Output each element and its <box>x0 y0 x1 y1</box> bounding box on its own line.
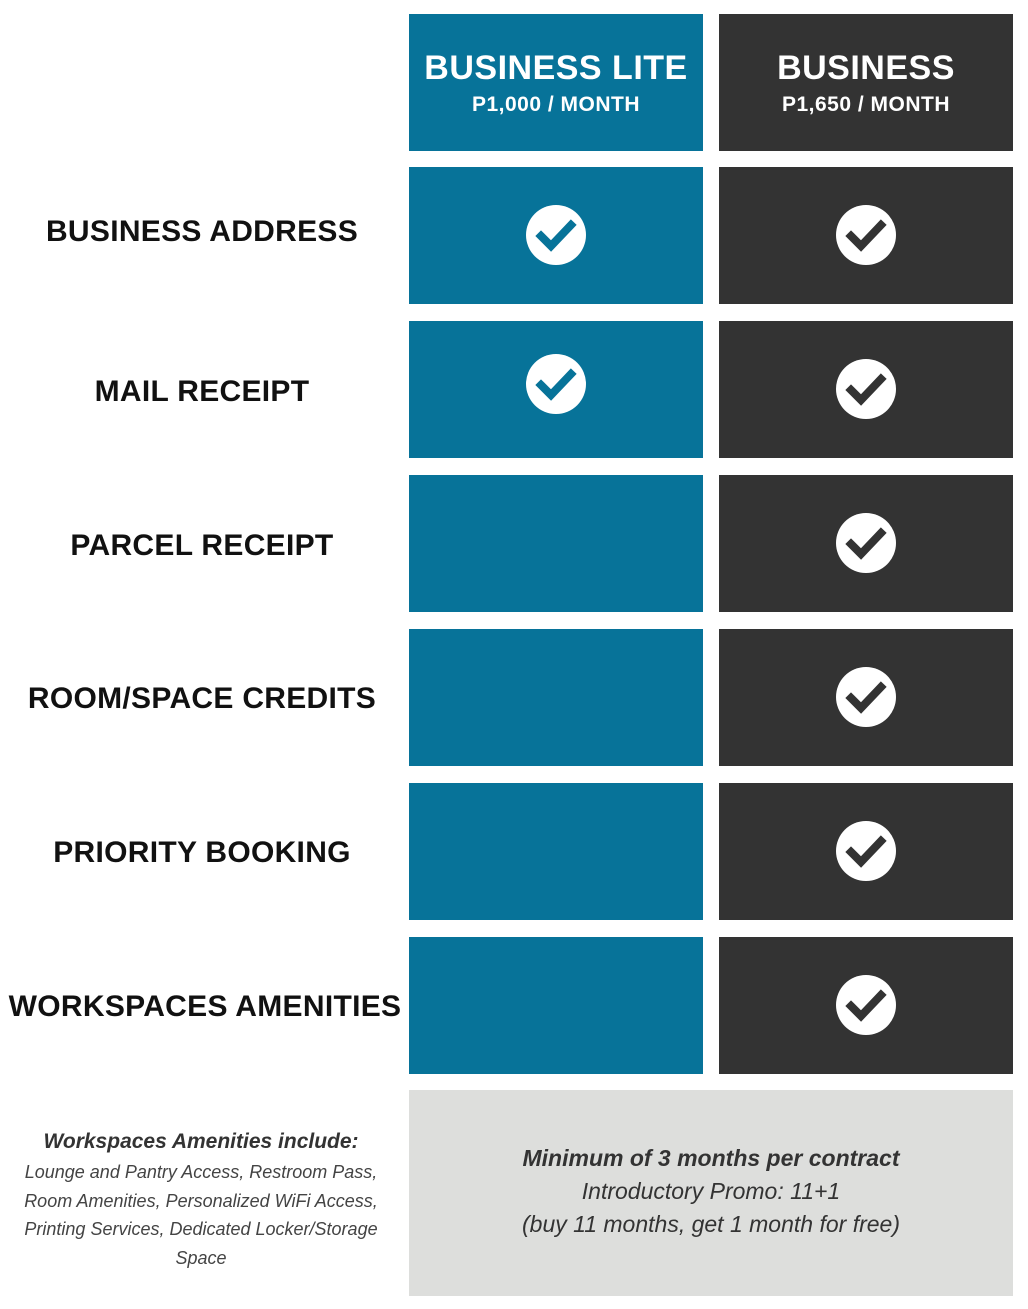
feature-cell-lite <box>409 167 703 304</box>
amenities-note <box>10 1127 392 1272</box>
feature-label-business-address: BUSINESS ADDRESS <box>45 215 359 248</box>
feature-label-room-space-credits: ROOM/SPACE CREDITS <box>27 682 377 715</box>
plan-header-business-lite <box>409 14 703 151</box>
feature-cell-business <box>719 321 1013 458</box>
feature-label-mail-receipt: MAIL RECEIPT <box>94 375 310 408</box>
plan-header-business <box>719 14 1013 151</box>
amenities-note-body: Lounge and Pantry Access, Restroom Pass, Room Amenities, Personalized WiFi Access, Printing Services, Dedicated Locker/Storage Space <box>24 1162 378 1268</box>
check-circle-icon <box>836 359 896 419</box>
check-circle-icon <box>836 667 896 727</box>
contract-terms-box <box>409 1090 1013 1296</box>
check-circle-icon <box>836 975 896 1035</box>
feature-label-priority-booking: PRIORITY BOOKING <box>53 836 351 869</box>
check-circle-icon <box>526 205 586 265</box>
feature-cell-business <box>719 167 1013 304</box>
feature-cell-lite <box>409 475 703 612</box>
check-circle-icon <box>836 205 896 265</box>
plan-name: BUSINESS LITE <box>424 49 688 87</box>
check-circle-icon <box>836 513 896 573</box>
feature-cell-business <box>719 783 1013 920</box>
promo-detail-text: (buy 11 months, get 1 month for free) <box>522 1211 900 1237</box>
feature-label-parcel-receipt: PARCEL RECEIPT <box>70 529 334 562</box>
plan-name: BUSINESS <box>777 49 955 87</box>
contract-terms <box>409 1142 1013 1241</box>
feature-cell-lite <box>409 321 703 458</box>
check-circle-icon <box>526 354 586 414</box>
amenities-note-title: Workspaces Amenities include: <box>43 1130 359 1153</box>
plan-price: P1,000 / MONTH <box>471 93 641 116</box>
feature-label-workspaces-amenities: WORKSPACES AMENITIES <box>8 990 402 1023</box>
check-circle-icon <box>836 821 896 881</box>
feature-cell-business <box>719 937 1013 1074</box>
feature-cell-business <box>719 629 1013 766</box>
feature-cell-lite <box>409 783 703 920</box>
feature-cell-lite <box>409 629 703 766</box>
minimum-contract-text: Minimum of 3 months per contract <box>522 1145 900 1171</box>
promo-text: Introductory Promo: 11+1 <box>581 1178 841 1204</box>
feature-cell-lite <box>409 937 703 1074</box>
feature-cell-business <box>719 475 1013 612</box>
plan-price: P1,650 / MONTH <box>781 93 951 116</box>
